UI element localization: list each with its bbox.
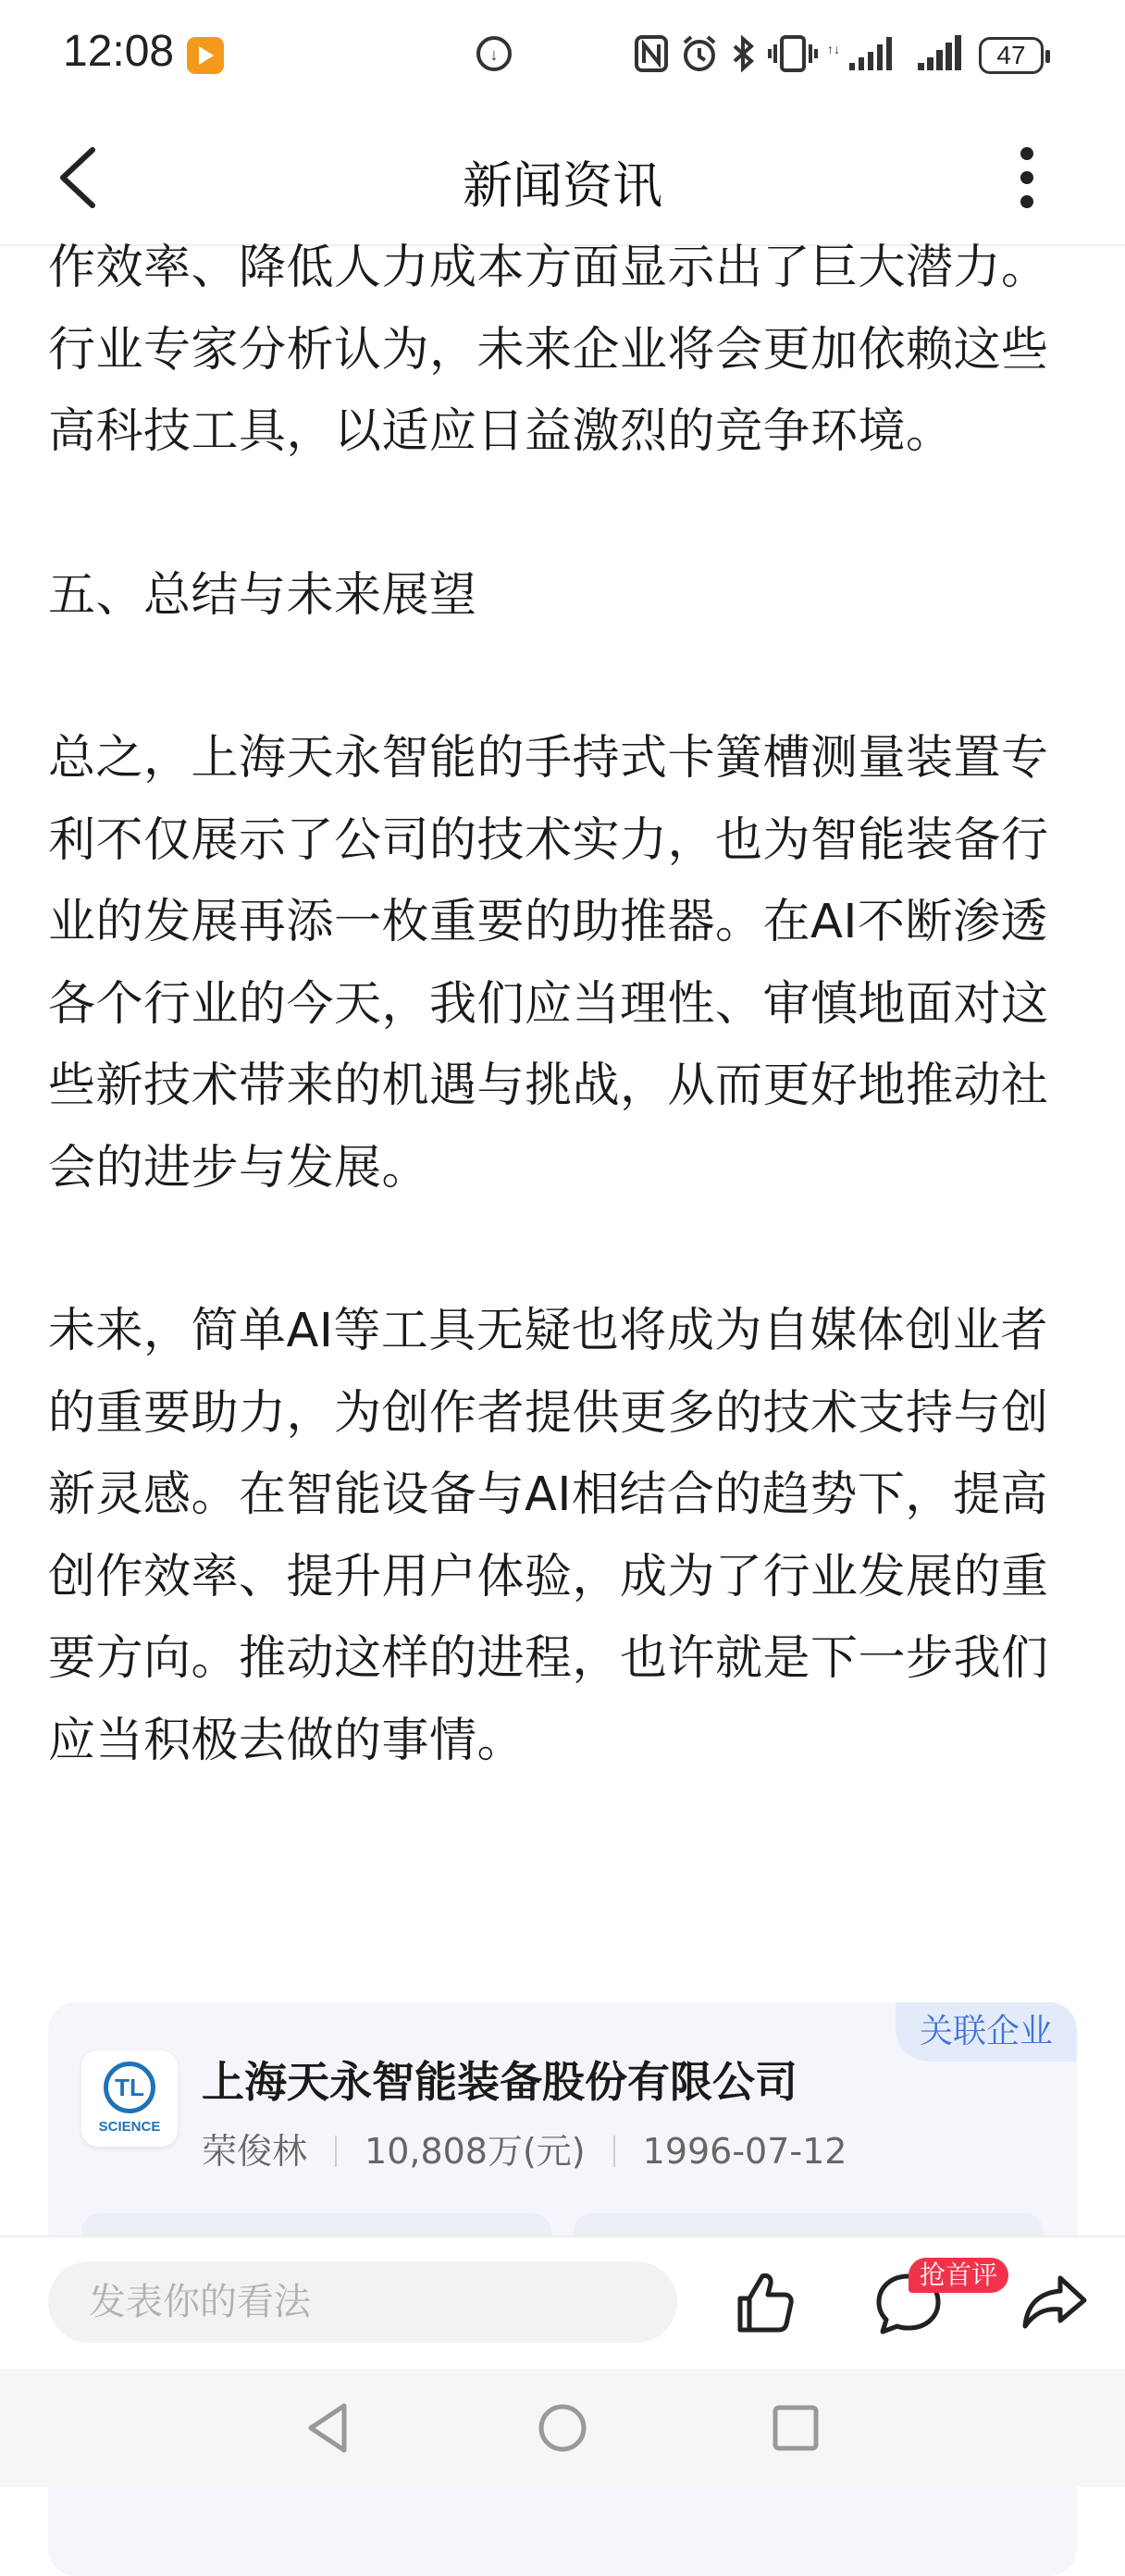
company-name: 上海天永智能装备股份有限公司 [202,2057,797,2107]
meta-divider [613,2136,615,2167]
first-comment-badge: 抢首评 [909,2258,1008,2293]
status-time: 12:08 [63,27,175,76]
more-options-button[interactable] [999,139,1055,217]
article-paragraph: 总之，上海天永智能的手持式卡簧槽测量装置专利不仅展示了公司的技术实力，也为智能装备行业的发展再添一枚重要的助推器。在AI不断渗透各个行业的今天，我们应当理性、审慎地面对这些新技术带来的机遇与挑战，从而更好地推动社会的进步与发展。 [48,731,1049,1195]
system-home-button[interactable] [525,2391,600,2465]
vibrate-icon [768,33,818,74]
svg-text:↑↓: ↑↓ [827,42,840,56]
recents-square-icon [759,2391,833,2465]
signal-icon [916,33,966,74]
company-capital: 10,808万(元) [365,2131,586,2172]
article-body [48,228,1084,1864]
data-saver-icon [474,33,514,74]
share-button[interactable] [1010,2258,1099,2347]
comment-input[interactable] [48,2261,677,2343]
home-circle-icon [525,2391,600,2465]
battery-level: 47 [996,41,1026,69]
nfc-icon [633,33,670,74]
company-logo-caption: SCIENCE [98,2119,161,2135]
company-logo-mark: TL [104,2062,155,2113]
svg-text:↓: ↓ [489,45,499,64]
system-nav-bar [0,2369,1125,2487]
more-vertical-icon [999,139,1055,217]
company-legal-rep: 荣俊林 [202,2131,308,2172]
page-title: 新闻资讯 [463,156,662,215]
top-nav-bar [0,111,1125,246]
section-heading: 五、总结与未来展望 [48,567,477,623]
company-logo [81,2050,178,2147]
thumbs-up-icon [720,2258,809,2347]
app-notification-icon [187,37,224,74]
signal-icon [827,33,897,74]
company-meta [202,2123,847,2174]
back-triangle-icon [292,2391,366,2465]
system-recents-button[interactable] [759,2391,833,2465]
related-company-tag: 关联企业 [896,2002,1077,2062]
bottom-action-bar [0,2235,1125,2371]
system-back-button[interactable] [292,2391,366,2465]
article-paragraph: 作效率、降低人力成本方面显示出了巨大潜力。行业专家分析认为，未来企业将会更加依赖这些高科技工具，以适应日益激烈的竞争环境。 [48,241,1049,459]
share-arrow-icon [1010,2258,1099,2347]
like-button[interactable] [720,2258,809,2347]
article-paragraph: 未来，简单AI等工具无疑也将成为自媒体创业者的重要助力，为创作者提供更多的技术支持与创新灵感。在智能设备与AI相结合的趋势下，提高创作效率、提升用户体验，成为了行业发展的重要方向。推动这样的进程，也许就是下一步我们应当积极去做的事情。 [48,1304,1049,1768]
battery-icon [979,37,1044,74]
status-bar [0,0,1125,111]
company-founded-date: 1996-07-12 [642,2131,847,2172]
bluetooth-icon [729,33,757,74]
meta-divider [335,2136,337,2167]
alarm-icon [679,33,720,74]
